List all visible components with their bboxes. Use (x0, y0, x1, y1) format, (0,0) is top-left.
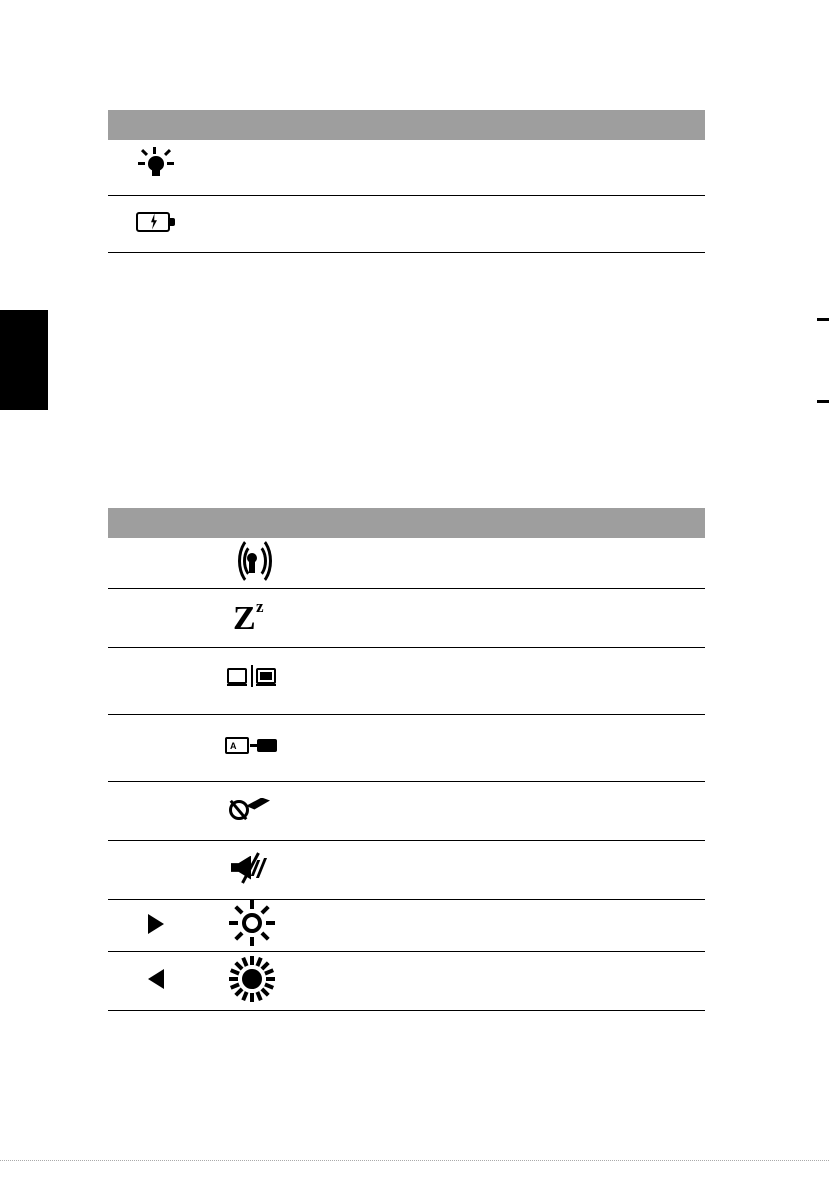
display-toggle-icon (225, 665, 279, 693)
battery-charging-icon (134, 208, 178, 236)
power-bulb-icon-cell (108, 140, 204, 196)
table-row (108, 140, 705, 196)
brightness-down-icon (229, 956, 275, 1002)
wireless-antenna-icon (224, 541, 280, 581)
hotkey-label (108, 841, 204, 900)
header-cell-icon (108, 110, 204, 140)
table-header-row (108, 508, 705, 538)
table-row (108, 715, 705, 782)
table-row (108, 589, 705, 648)
speaker-mute-icon-cell (204, 841, 300, 900)
row-description (204, 140, 705, 196)
chapter-edge-tab (0, 310, 48, 410)
header-cell-description (204, 110, 705, 140)
indicators-table (108, 110, 705, 253)
header-cell-description (300, 508, 705, 538)
table-row (108, 841, 705, 900)
table-row (108, 900, 705, 952)
header-cell-key (108, 508, 204, 538)
table-row (108, 538, 705, 589)
row-description (300, 715, 705, 782)
brightness-down-icon-cell (204, 952, 300, 1011)
brightness-up-icon-cell (204, 900, 300, 952)
edge-mark-top (817, 318, 829, 321)
hotkey-label (108, 715, 204, 782)
edge-mark-bottom (817, 400, 829, 403)
table-row (108, 782, 705, 841)
table-header-row (108, 110, 705, 140)
row-description (300, 589, 705, 648)
row-description (300, 648, 705, 715)
touchpad-toggle-icon (227, 793, 277, 825)
display-toggle-icon-cell (204, 648, 300, 715)
table-row (108, 952, 705, 1011)
triangle-right-icon (148, 914, 164, 934)
row-description (300, 841, 705, 900)
hotkey-arrow-right (108, 900, 204, 952)
hotkey-arrow-left (108, 952, 204, 1011)
row-description (300, 782, 705, 841)
hotkeys-table (108, 508, 705, 1011)
wireless-antenna-icon-cell (204, 538, 300, 589)
screen-blank-icon: A (225, 734, 279, 758)
battery-charging-icon-cell (108, 196, 204, 253)
hotkey-label (108, 648, 204, 715)
row-description (300, 538, 705, 589)
brightness-up-icon (229, 900, 275, 946)
screen-blank-icon-cell (204, 715, 300, 782)
speaker-mute-icon (227, 850, 277, 886)
row-description (300, 952, 705, 1011)
table-row (108, 648, 705, 715)
hotkey-label (108, 782, 204, 841)
hotkey-label (108, 538, 204, 589)
touchpad-toggle-icon-cell (204, 782, 300, 841)
hotkey-label (108, 589, 204, 648)
sleep-zz-icon-cell (204, 589, 300, 648)
power-bulb-icon (136, 145, 176, 185)
header-cell-icon (204, 508, 300, 538)
triangle-left-icon (148, 969, 164, 989)
table-row (108, 196, 705, 253)
page-bottom-dotted-rule (0, 1160, 829, 1161)
row-description (300, 900, 705, 952)
sleep-zz-icon: Z z (233, 596, 264, 637)
row-description (204, 196, 705, 253)
